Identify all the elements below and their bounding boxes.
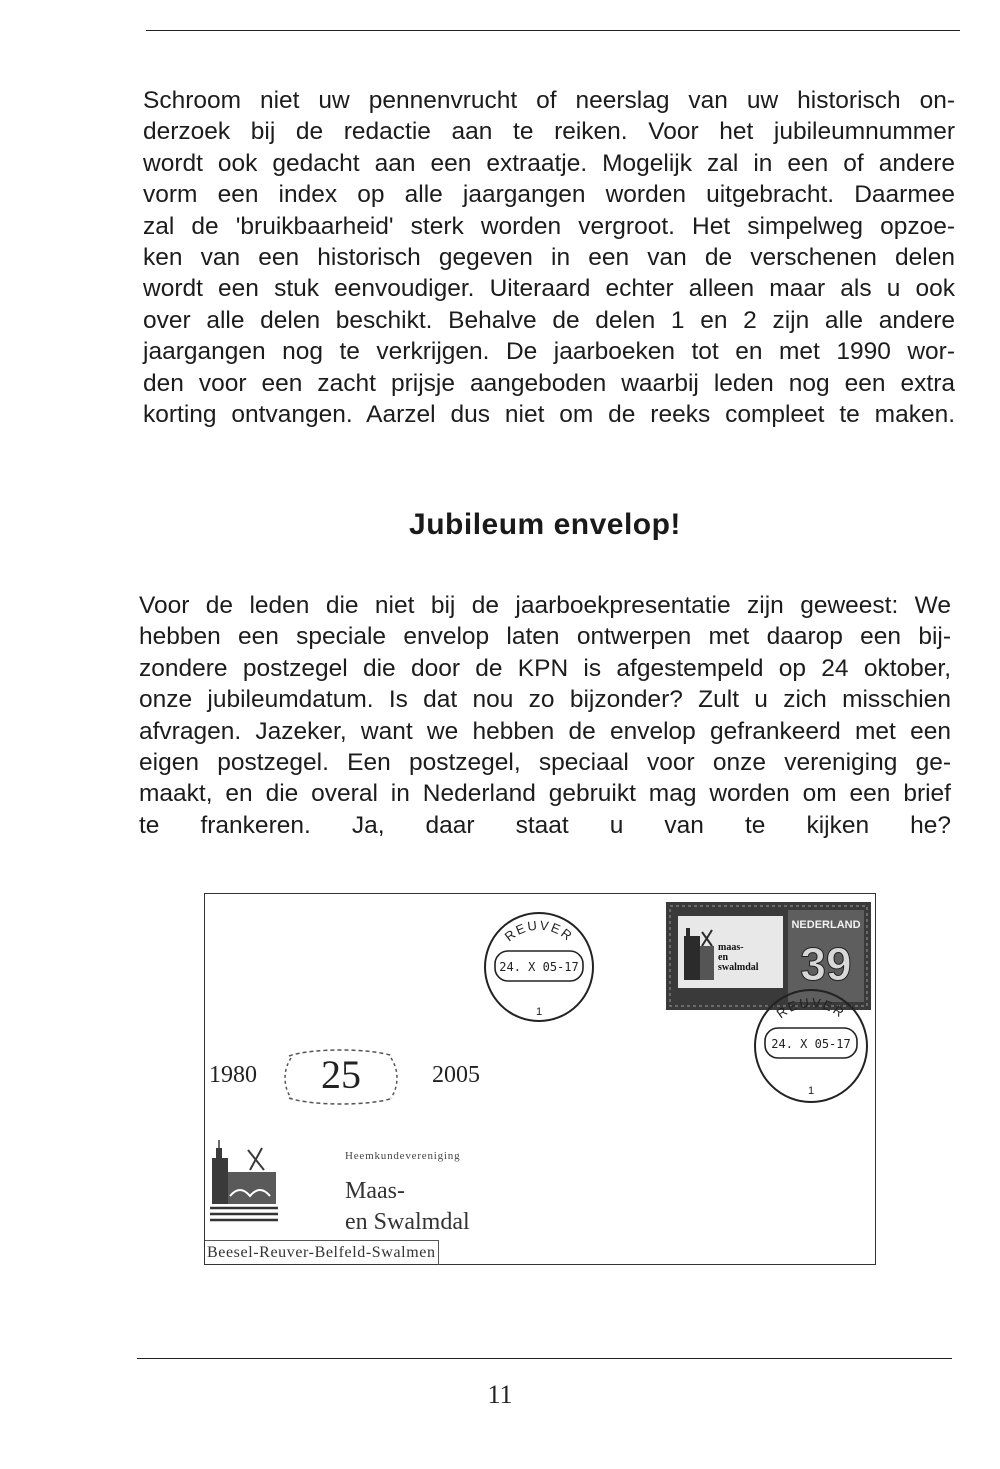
postmark-date: 24. X 05-17 [499, 960, 579, 974]
year-start: 1980 [209, 1062, 257, 1088]
stamp-label-line: en [718, 952, 728, 963]
society-prefix: Heemkundevereniging [345, 1150, 461, 1162]
text-line: Schroom niet uw pennenvrucht of neerslag van uw historisch on- [143, 87, 955, 114]
society-name [345, 1176, 470, 1238]
text-line: wordt ook gedacht aan een extraatje. Mogelijk zal in een of andere [143, 149, 955, 177]
text-line: afvragen. Jazeker, want we hebben de envelop gefrankeerd met een [139, 717, 951, 745]
postmark-number: 1 [807, 1085, 815, 1097]
bottom-rule [137, 1358, 952, 1359]
text-line: Voor de leden die niet bij de jaarboekpresentatie zijn geweest: We [139, 592, 951, 619]
society-logo [210, 1140, 280, 1228]
anniversary-number: 25 [321, 1052, 361, 1097]
text-line: over alle delen beschikt. Behalve de delen 1 en 2 zijn alle andere [143, 306, 955, 334]
postmark-town: REUVER [501, 917, 577, 945]
intro-paragraph [143, 85, 955, 430]
postmark-town: REUVER [773, 994, 849, 1022]
places-line: Beesel-Reuver-Belfeld-Swalmen [205, 1240, 439, 1265]
text-line: zondere postzegel die door de KPN is afgestempeld op 24 oktober, [139, 654, 951, 682]
text-line: vorm een index op alle jaargangen worden uitgebracht. Daarmee [143, 181, 955, 209]
year-end: 2005 [432, 1062, 480, 1088]
postmark-date: 24. X 05-17 [771, 1037, 851, 1051]
text-line: derzoek bij de redactie aan te reiken. Voor het jubileumnummer [143, 118, 955, 146]
text-line: ken van een historisch gegeven in een van de verschenen delen [143, 244, 955, 272]
text-line: maakt, en die overal in Nederland gebruikt mag worden om een brief [139, 780, 951, 808]
society-name-line: Maas- [345, 1178, 405, 1204]
postmark-right [749, 986, 874, 1104]
stamp-country: NEDERLAND [791, 919, 861, 931]
text-line: zal de 'bruikbaarheid' sterk worden vergroot. Het simpelweg opzoe- [143, 212, 955, 240]
stamp-label-line: swalmdal [718, 962, 759, 973]
section-heading: Jubileum envelop! [409, 508, 681, 541]
text-line: onze jubileumdatum. Is dat nou zo bijzonder? Zult u zich misschien [139, 686, 951, 714]
text-line: eigen postzegel. Een postzegel, speciaal voor onze vereniging ge- [139, 749, 951, 777]
text-line: te frankeren. Ja, daar staat u van te kijken he? [139, 811, 951, 839]
text-line: jaargangen nog te verkrijgen. De jaarboeken tot en met 1990 wor- [143, 338, 955, 366]
page-number: 11 [487, 1380, 513, 1409]
text-line: den voor een zacht prijsje aangeboden waarbij leden nog een extra [143, 369, 955, 397]
text-line: korting ontvangen. Aarzel dus niet om de reeks compleet te maken. [143, 401, 955, 429]
postmark-left [479, 909, 599, 1024]
postmark-number: 1 [535, 1006, 543, 1018]
text-line: wordt een stuk eenvoudiger. Uiteraard echter alleen maar als u ook [143, 275, 955, 303]
society-name-line: en Swalmdal [345, 1209, 470, 1235]
svg-text:REUVER [502, 918, 577, 945]
envelope-image [204, 893, 876, 1265]
svg-text:REUVER [774, 995, 849, 1021]
stamp-label-line: maas- [718, 942, 744, 953]
stamp-value: 39 [800, 938, 852, 990]
top-rule [146, 30, 960, 31]
envelope-paragraph [139, 590, 951, 841]
text-line: hebben een speciale envelop laten ontwerpen met daarop een bij- [139, 623, 951, 651]
